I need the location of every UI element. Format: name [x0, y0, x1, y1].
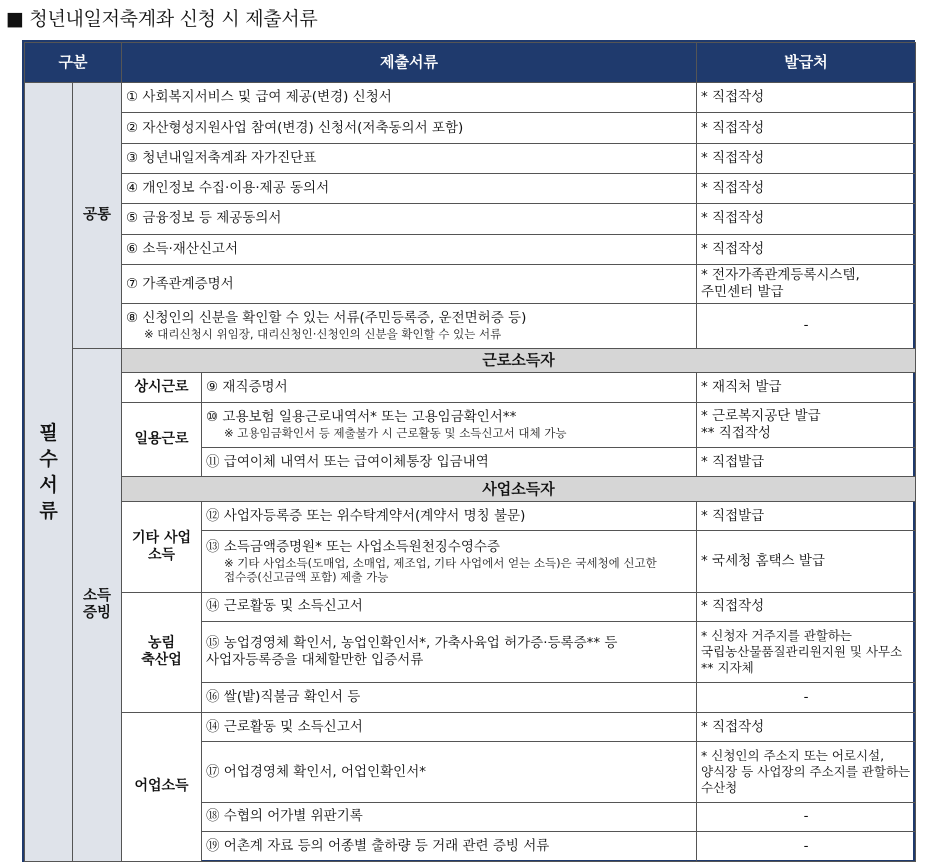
table-row	[25, 173, 916, 204]
doc-4: ④ 개인정보 수집·이용·제공 동의서	[122, 173, 697, 204]
other-business-label: 기타 사업 소득	[122, 501, 202, 592]
doc-15: ⑮ 농업경영체 확인서, 농업인확인서*, 가축사육업 허가증·등록증** 등 사업자등록증을 대체할만한 입증서류	[202, 622, 697, 683]
issuer-19: -	[697, 832, 916, 862]
table-row	[25, 373, 916, 403]
table-row	[25, 204, 916, 235]
doc-5: ⑤ 금융정보 등 제공동의서	[122, 204, 697, 235]
table-row	[25, 234, 916, 265]
doc-3: ③ 청년내일저축계좌 자가진단표	[122, 143, 697, 173]
issuer-4: * 직접작성	[697, 173, 916, 204]
issuer-14-fish: * 직접작성	[697, 712, 916, 742]
table-row	[25, 304, 916, 349]
table-row	[25, 143, 916, 173]
agriculture-label: 농림 축산업	[122, 592, 202, 712]
income-proof-label: 소득 증빙	[73, 348, 122, 861]
table-header-row	[25, 43, 916, 83]
doc-8-note: ※ 대리신청시 위임장, 대리신청인·신청인의 신분을 확인할 수 있는 서류	[144, 327, 502, 342]
doc-2: ② 자산형성지원사업 참여(변경) 신청서(저축동의서 포함)	[122, 113, 697, 144]
doc-17: ⑰ 어업경영체 확인서, 어업인확인서*	[202, 742, 697, 802]
doc-10-cell	[202, 402, 697, 447]
doc-13-note: ※ 기타 사업소득(도매업, 소매업, 제조업, 기타 사업에서 얻는 소득)은 국세청에 신고한 접수증(신고금액 포함) 제출 가능	[224, 556, 657, 585]
fishery-label: 어업소득	[122, 712, 202, 861]
issuer-8: -	[697, 304, 916, 349]
issuer-9: * 재직처 발급	[697, 373, 916, 403]
table-row	[25, 113, 916, 144]
issuer-6: * 직접작성	[697, 234, 916, 265]
table-row	[25, 712, 916, 742]
doc-1: ① 사회복지서비스 및 급여 제공(변경) 신청서	[122, 82, 697, 113]
doc-19: ⑲ 어촌계 자료 등의 어종별 출하량 등 거래 관련 증빙 서류	[202, 832, 697, 862]
issuer-16: -	[697, 683, 916, 713]
required-documents-table	[24, 42, 916, 862]
doc-9: ⑨ 재직증명서	[202, 373, 697, 403]
issuer-2: * 직접작성	[697, 113, 916, 144]
section-labor-income: 근로소득자	[122, 348, 916, 372]
doc-10-note: ※ 고용임금확인서 등 제출불가 시 근로활동 및 소득신고서 대체 가능	[224, 426, 567, 441]
issuer-5: * 직접작성	[697, 204, 916, 235]
issuer-7: * 전자가족관계등록시스템, 주민센터 발급	[697, 265, 916, 304]
table-row	[25, 348, 916, 372]
regular-work-label: 상시근로	[122, 373, 202, 403]
doc-10: ⑩ 고용보험 일용근로내역서* 또는 고용임금확인서**	[206, 409, 517, 426]
table-row	[25, 402, 916, 447]
table-row	[25, 477, 916, 501]
doc-12: ⑫ 사업자등록증 또는 위수탁계약서(계약서 명칭 불문)	[202, 501, 697, 531]
doc-16: ⑯ 쌀(밭)직불금 확인서 등	[202, 683, 697, 713]
doc-11: ⑪ 급여이체 내역서 또는 급여이체통장 입금내역	[202, 447, 697, 477]
issuer-18: -	[697, 802, 916, 832]
issuer-10: * 근로복지공단 발급 ** 직접작성	[697, 402, 916, 447]
doc-6: ⑥ 소득·재산신고서	[122, 234, 697, 265]
doc-14-fish: ⑭ 근로활동 및 소득신고서	[202, 712, 697, 742]
header-category: 구분	[25, 43, 122, 83]
page-title: ■ 청년내일저축계좌 신청 시 제출서류	[6, 8, 318, 30]
doc-8: ⑧ 신청인의 신분을 확인할 수 있는 서류(주민등록증, 운전면허증 등)	[126, 310, 527, 327]
common-label: 공통	[73, 82, 122, 348]
doc-8-cell	[122, 304, 697, 349]
issuer-11: * 직접발급	[697, 447, 916, 477]
issuer-12: * 직접발급	[697, 501, 916, 531]
doc-7: ⑦ 가족관계증명서	[122, 265, 697, 304]
doc-18: ⑱ 수협의 어가별 위판기록	[202, 802, 697, 832]
required-docs-label: 필 수 서 류	[25, 82, 73, 861]
section-business-income: 사업소득자	[122, 477, 916, 501]
doc-14-agri: ⑭ 근로활동 및 소득신고서	[202, 592, 697, 622]
issuer-13: * 국세청 홈택스 발급	[697, 531, 916, 592]
table-row	[25, 501, 916, 531]
doc-13-cell	[202, 531, 697, 592]
issuer-15: * 신청자 거주지를 관할하는 국립농산물품질관리원지원 및 사무소 ** 지자체	[697, 622, 916, 683]
header-documents: 제출서류	[122, 43, 697, 83]
documents-table-frame	[22, 40, 915, 862]
table-row	[25, 82, 916, 113]
issuer-14-agri: * 직접작성	[697, 592, 916, 622]
header-issuer: 발급처	[697, 43, 916, 83]
doc-13: ⑬ 소득금액증명원* 또는 사업소득원천징수영수증	[206, 539, 500, 556]
issuer-3: * 직접작성	[697, 143, 916, 173]
issuer-1: * 직접작성	[697, 82, 916, 113]
table-row	[25, 265, 916, 304]
daily-work-label: 일용근로	[122, 402, 202, 476]
issuer-17: * 신청인의 주소지 또는 어로시설, 양식장 등 사업장의 주소지를 관할하는 수산청	[697, 742, 916, 802]
table-row	[25, 592, 916, 622]
